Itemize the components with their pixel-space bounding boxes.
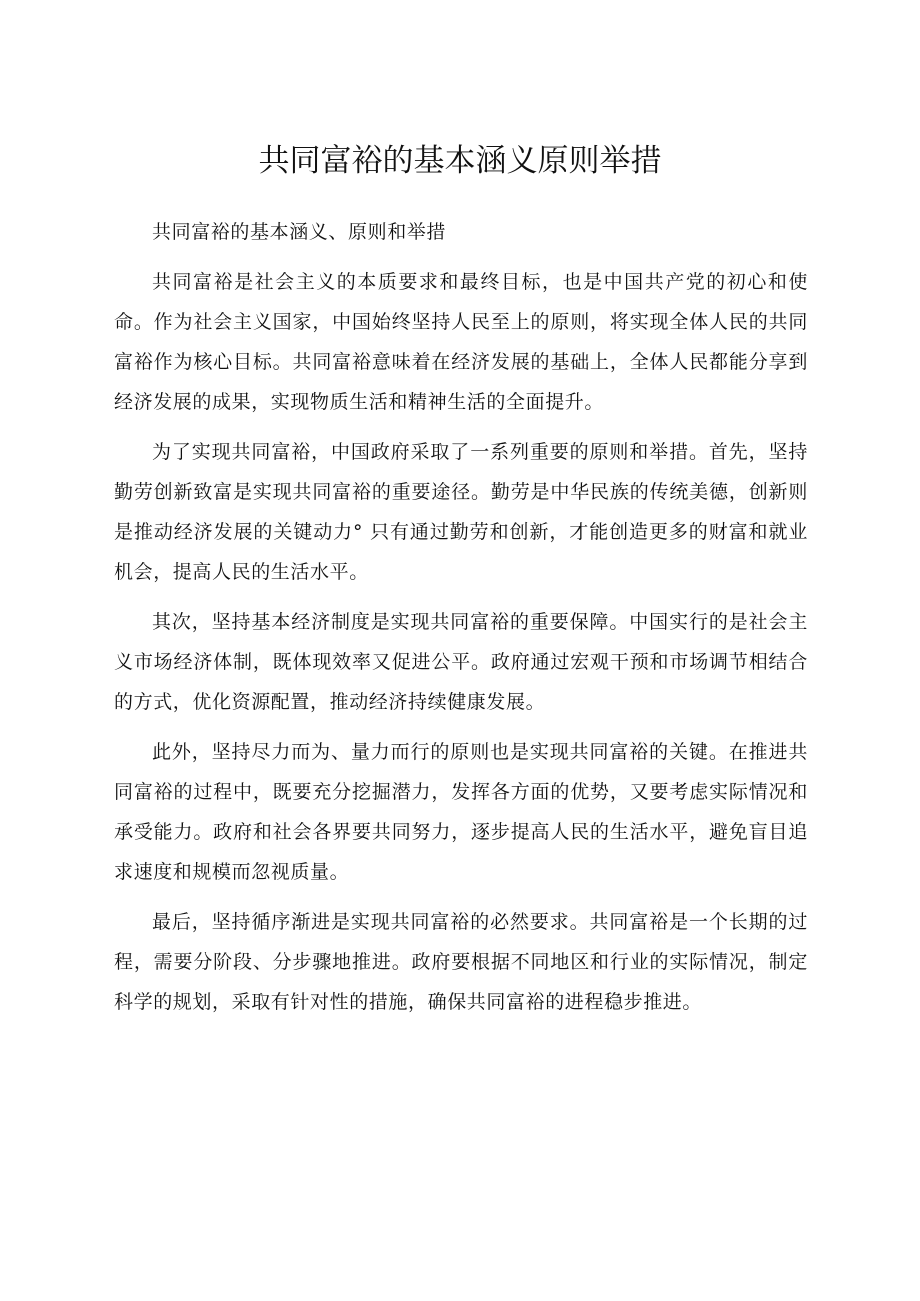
paragraph-1: 共同富裕是社会主义的本质要求和最终目标，也是中国共产党的初心和使命。作为社会主义国家，中国始终坚持人民至上的原则，将实现全体人民的共同富裕作为核心目标。共同富裕意味着在经济发展的基础上，全体人民都能分享到经济发展的成果，实现物质生活和精神生活的全面提升。 [114, 271, 808, 413]
paragraph-2: 为了实现共同富裕，中国政府采取了一系列重要的原则和举措。首先，坚持勤劳创新致富是实现共同富裕的重要途径。勤劳是中华民族的传统美德，创新则是推动经济发展的关键动力° 只有通过勤劳和创新，才能创造更多的财富和就业机会，提高人民的生活水平。 [114, 441, 808, 583]
paragraph-4: 此外，坚持尽力而为、量力而行的原则也是实现共同富裕的关键。在推进共同富裕的过程中，既要充分挖掘潜力，发挥各方面的优势，又要考虑实际情况和承受能力。政府和社会各界要共同努力，逐步提高人民的生活水平，避免盲目追求速度和规模而忽视质量。 [114, 741, 808, 883]
paragraph-5: 最后，坚持循序渐进是实现共同富裕的必然要求。共同富裕是一个长期的过程，需要分阶段、分步骤地推进。政府要根据不同地区和行业的实际情况，制定科学的规划，采取有针对性的措施，确保共同富裕的进程稳步推进。 [114, 911, 808, 1013]
document-title: 共同富裕的基本涵义原则举措 [258, 142, 662, 179]
document-body [114, 212, 808, 1022]
document-subtitle: 共同富裕的基本涵义、原则和举措 [152, 221, 447, 243]
paragraph-3: 其次，坚持基本经济制度是实现共同富裕的重要保障。中国实行的是社会主义市场经济体制，既体现效率又促进公平。政府通过宏观干预和市场调节相结合的方式，优化资源配置，推动经济持续健康发展。 [114, 611, 808, 713]
